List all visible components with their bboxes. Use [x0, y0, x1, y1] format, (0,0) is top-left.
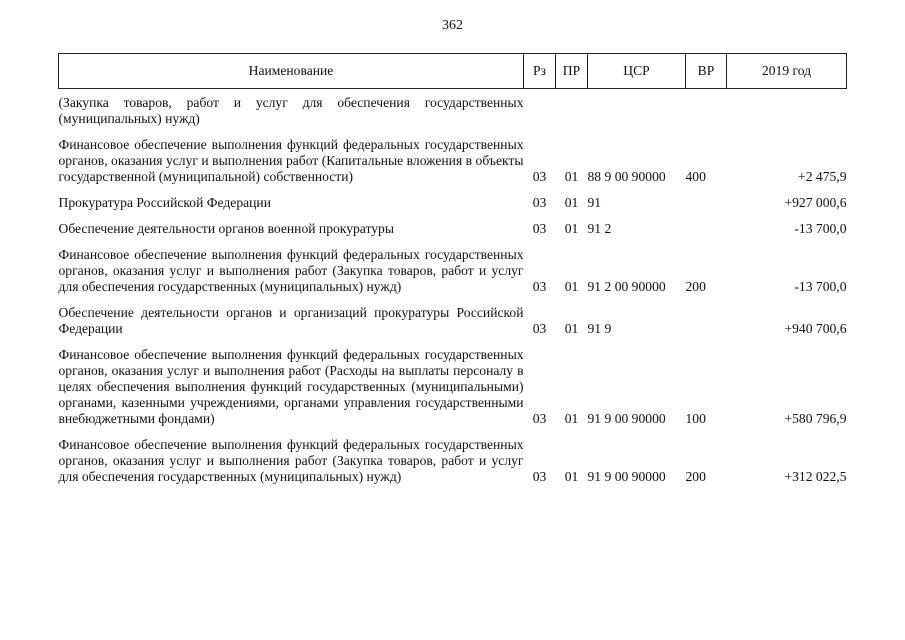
row-rz: 03 — [532, 195, 547, 210]
row-amount: -13 700,0 — [794, 279, 847, 294]
row-name: Обеспечение деятельности органов военной прокуратуры — [58, 221, 394, 236]
row-amount: +580 796,9 — [784, 411, 847, 426]
row-vr: 400 — [685, 169, 706, 184]
row-csr — [588, 89, 686, 138]
row-amount: -13 700,0 — [794, 221, 847, 236]
row-vr: 100 — [685, 411, 706, 426]
row-name: Финансовое обеспечение выполнения функций федеральных государственных органов, оказания услуг и выполнения работ (Закупка товаров, работ и услуг для обеспечения государственных (муниципальных) нужд) — [58, 247, 524, 294]
row-csr: 88 9 00 90000 — [587, 169, 666, 184]
row-csr: 91 — [587, 195, 602, 210]
row-name: (Закупка товаров, работ и услуг для обеспечения государственных (муниципальных) нужд) — [58, 95, 524, 126]
row-vr: 200 — [685, 469, 706, 484]
row-rz: 03 — [532, 411, 547, 426]
row-name: Финансовое обеспечение выполнения функций федеральных государственных органов, оказания услуг и выполнения работ (Закупка товаров, работ и услуг для обеспечения государственных (муниципальных) нужд) — [58, 437, 524, 484]
row-amount: +312 022,5 — [784, 469, 847, 484]
row-amount: +927 000,6 — [784, 195, 847, 210]
row-vr — [686, 195, 727, 221]
page-number: 362 — [442, 18, 463, 33]
row-pr: 01 — [564, 411, 579, 426]
row-vr — [686, 305, 727, 347]
row-csr: 91 2 00 90000 — [587, 279, 666, 294]
row-pr: 01 — [564, 279, 579, 294]
row-rz: 03 — [532, 169, 547, 184]
row-amount: +940 700,6 — [784, 321, 847, 336]
row-rz — [524, 89, 556, 138]
row-csr: 91 9 00 90000 — [587, 411, 666, 426]
row-rz: 03 — [532, 469, 547, 484]
row-vr — [686, 89, 727, 138]
table-row — [59, 195, 847, 221]
row-name: Обеспечение деятельности органов и организаций прокуратуры Российской Федерации — [58, 305, 524, 336]
table-row — [59, 347, 847, 437]
row-vr: 200 — [685, 279, 706, 294]
row-vr — [686, 221, 727, 247]
row-rz: 03 — [532, 279, 547, 294]
row-csr: 91 9 00 90000 — [587, 469, 666, 484]
row-csr: 91 9 — [587, 321, 612, 336]
table-row — [59, 305, 847, 347]
header-csr: ЦСР — [588, 54, 686, 89]
row-pr: 01 — [564, 469, 579, 484]
budget-table — [58, 53, 847, 495]
header-year: 2019 год — [727, 54, 847, 89]
row-pr: 01 — [564, 195, 579, 210]
table-row — [59, 137, 847, 195]
row-pr: 01 — [564, 169, 579, 184]
row-rz: 03 — [532, 221, 547, 236]
row-rz: 03 — [532, 321, 547, 336]
row-amount — [727, 89, 847, 138]
row-name: Финансовое обеспечение выполнения функций федеральных государственных органов, оказания услуг и выполнения работ (Капитальные вложения в объекты государственной (муниципальной) собственности) — [58, 137, 524, 184]
table-header-row — [59, 54, 847, 89]
header-vr: ВР — [686, 54, 727, 89]
table-row — [59, 89, 847, 138]
header-pr: ПР — [556, 54, 588, 89]
row-pr: 01 — [564, 221, 579, 236]
header-rz: Рз — [524, 54, 556, 89]
row-name: Прокуратура Российской Федерации — [58, 195, 271, 210]
table-row — [59, 437, 847, 495]
row-name: Финансовое обеспечение выполнения функций федеральных государственных органов, оказания услуг и выполнения работ (Расходы на выплаты персоналу в целях обеспечения выполнения функций государственных (муниципальными) органами, казенными учреждениями, органами управления государственными внебюджетными фондами) — [58, 347, 524, 426]
table-row — [59, 247, 847, 305]
row-amount: +2 475,9 — [798, 169, 847, 184]
row-pr: 01 — [564, 321, 579, 336]
row-pr — [556, 89, 588, 138]
row-csr: 91 2 — [587, 221, 612, 236]
header-name: Наименование — [59, 54, 524, 89]
table-row — [59, 221, 847, 247]
